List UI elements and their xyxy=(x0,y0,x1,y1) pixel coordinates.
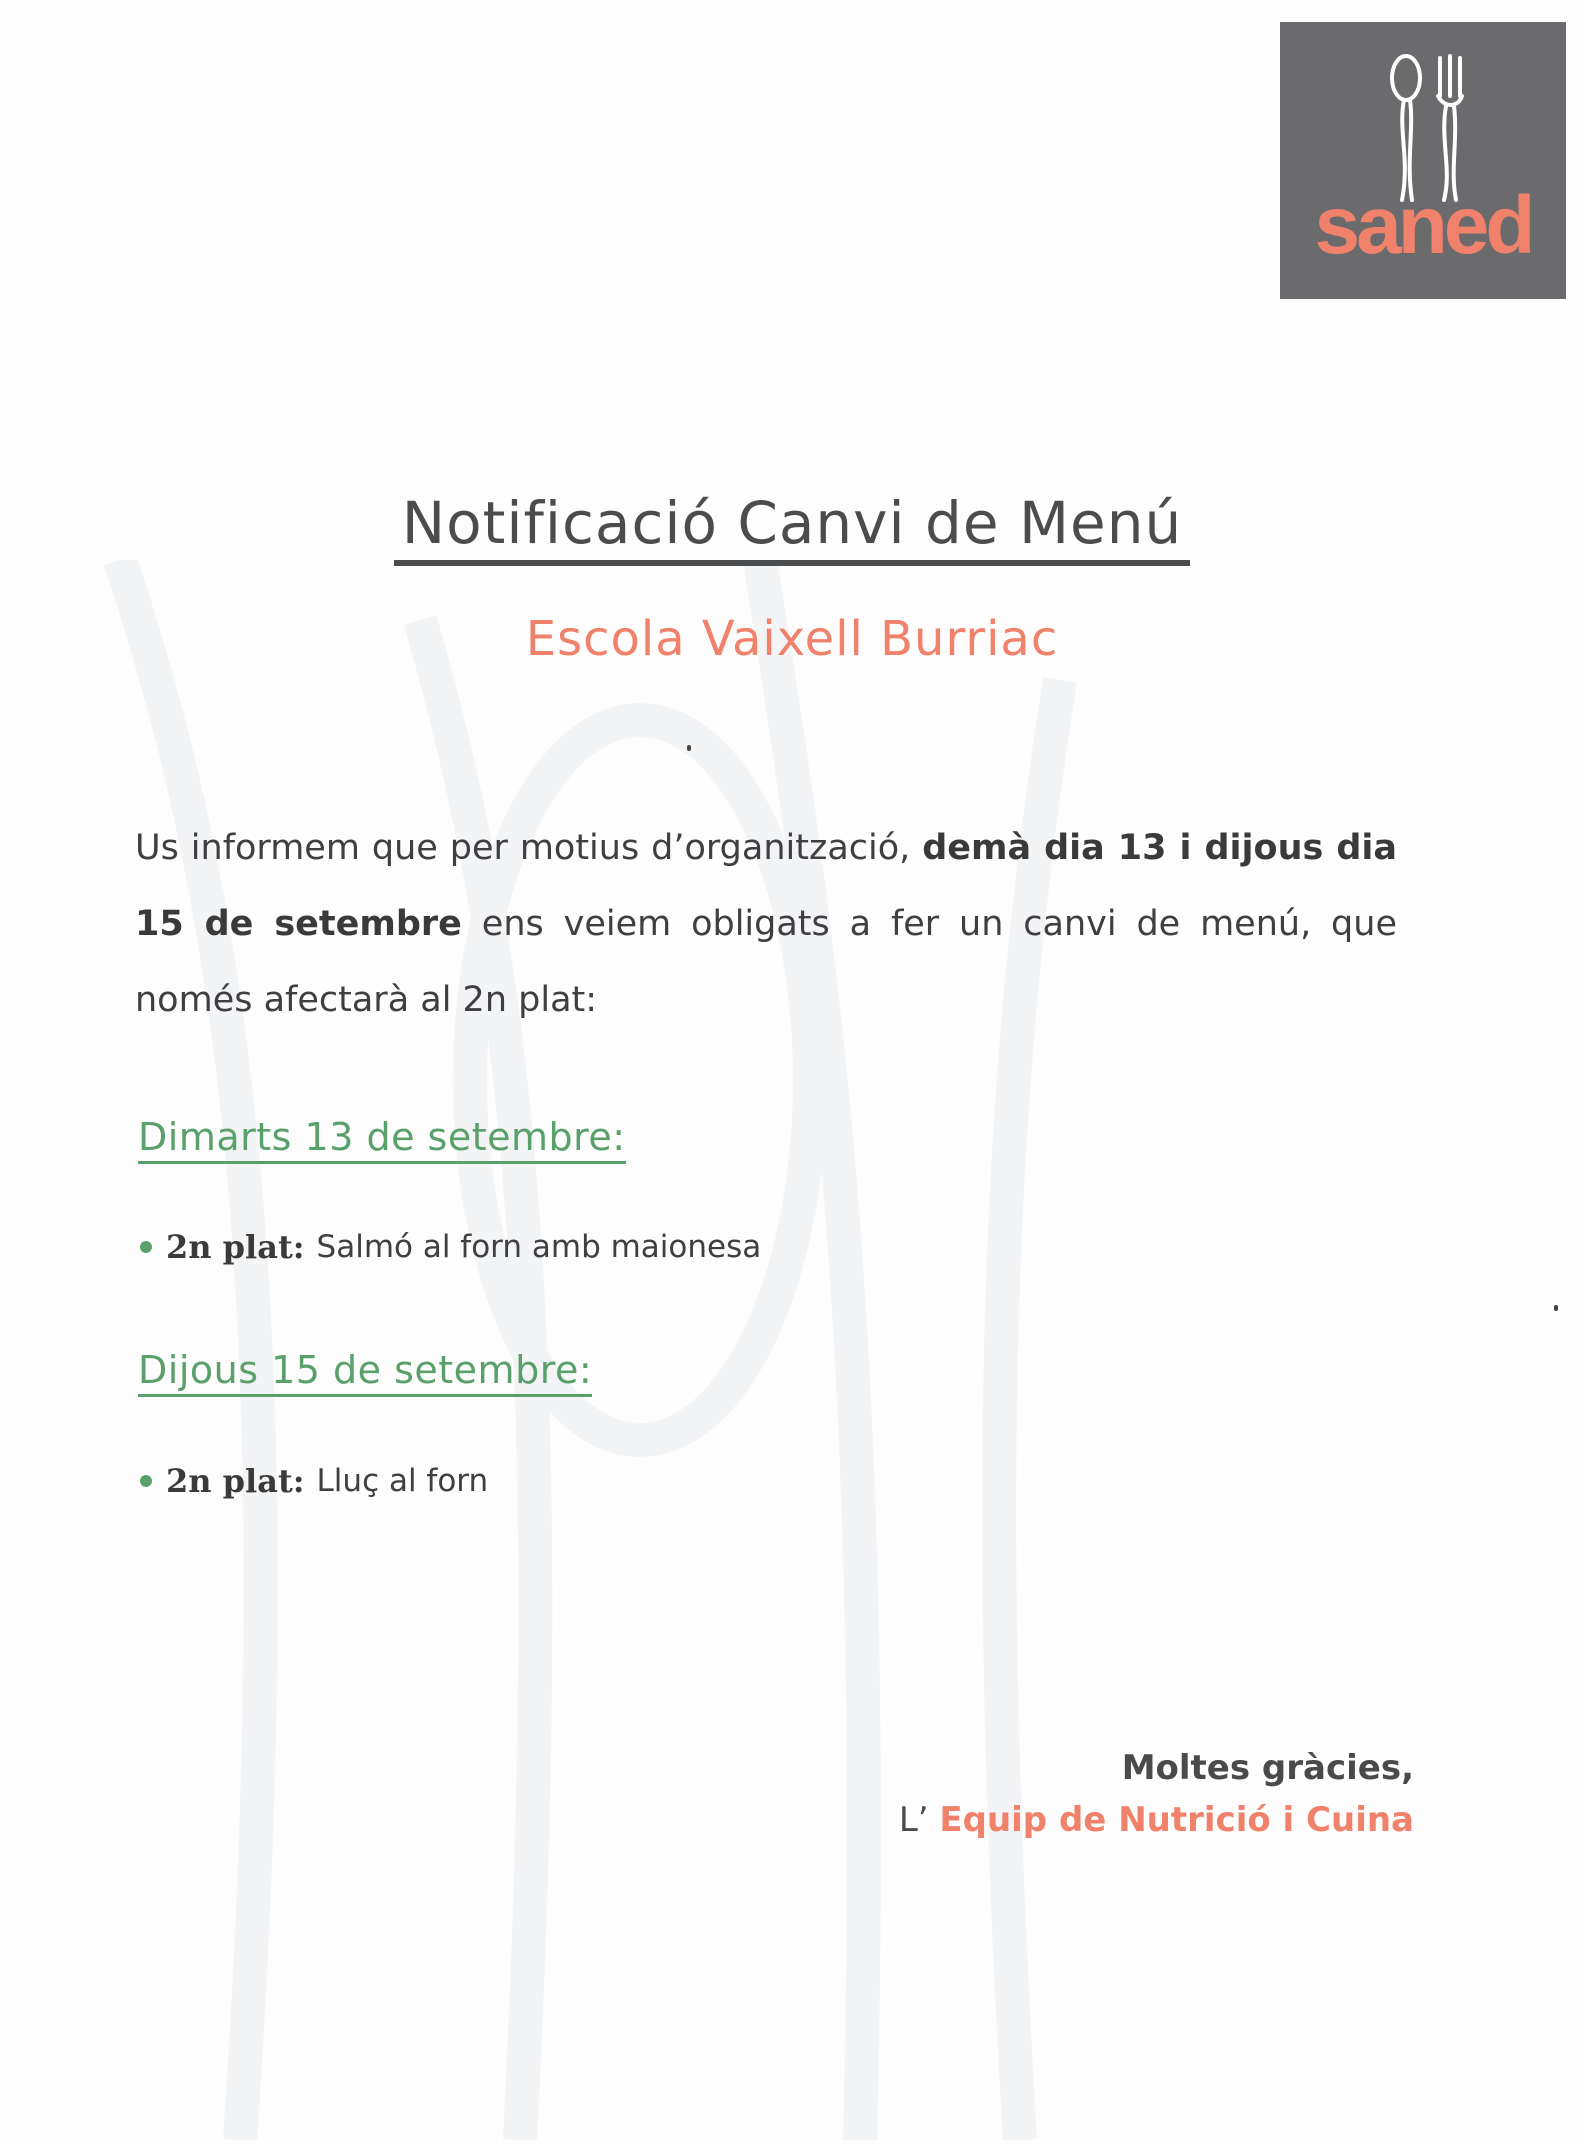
day-heading-tuesday: Dimarts 13 de setembre: xyxy=(138,1117,626,1164)
dish-item-thursday xyxy=(140,1462,488,1500)
dish-label: 2n plat: xyxy=(166,1228,305,1266)
bullet-icon xyxy=(140,1475,152,1487)
scan-speck xyxy=(687,745,691,751)
intro-bold-dates: demà dia 13 i dijous dia 15 de setembre xyxy=(135,828,1397,944)
signature-prefix: L’ xyxy=(898,1800,929,1840)
saned-logo xyxy=(1280,22,1566,299)
school-name: Escola Vaixell Burriac xyxy=(525,611,1059,667)
scan-speck xyxy=(1554,1305,1558,1311)
closing-thanks: Moltes gràcies, xyxy=(1121,1748,1414,1788)
page-title xyxy=(0,489,1584,566)
dish-name: Salmó al forn amb maionesa xyxy=(316,1228,762,1265)
dish-name: Lluç al forn xyxy=(316,1462,489,1499)
bullet-icon xyxy=(140,1241,152,1253)
closing-signature xyxy=(899,1800,1414,1841)
dish-label: 2n plat: xyxy=(166,1462,305,1500)
intro-paragraph xyxy=(135,810,1397,1038)
signature-team: Equip de Nutrició i Cuina xyxy=(939,1800,1414,1840)
dish-item-tuesday xyxy=(140,1228,761,1266)
day-heading-thursday: Dijous 15 de setembre: xyxy=(138,1350,592,1397)
intro-text-end: ens veiem obligats a fer un canvi de menú, que només afectarà al 2n plat: xyxy=(135,904,1397,1020)
logo-brand-text: saned xyxy=(1314,180,1532,271)
intro-text-start: Us informem que per motius d’organització, xyxy=(135,828,923,868)
page-title-text: Notificació Canvi de Menú xyxy=(394,492,1190,566)
